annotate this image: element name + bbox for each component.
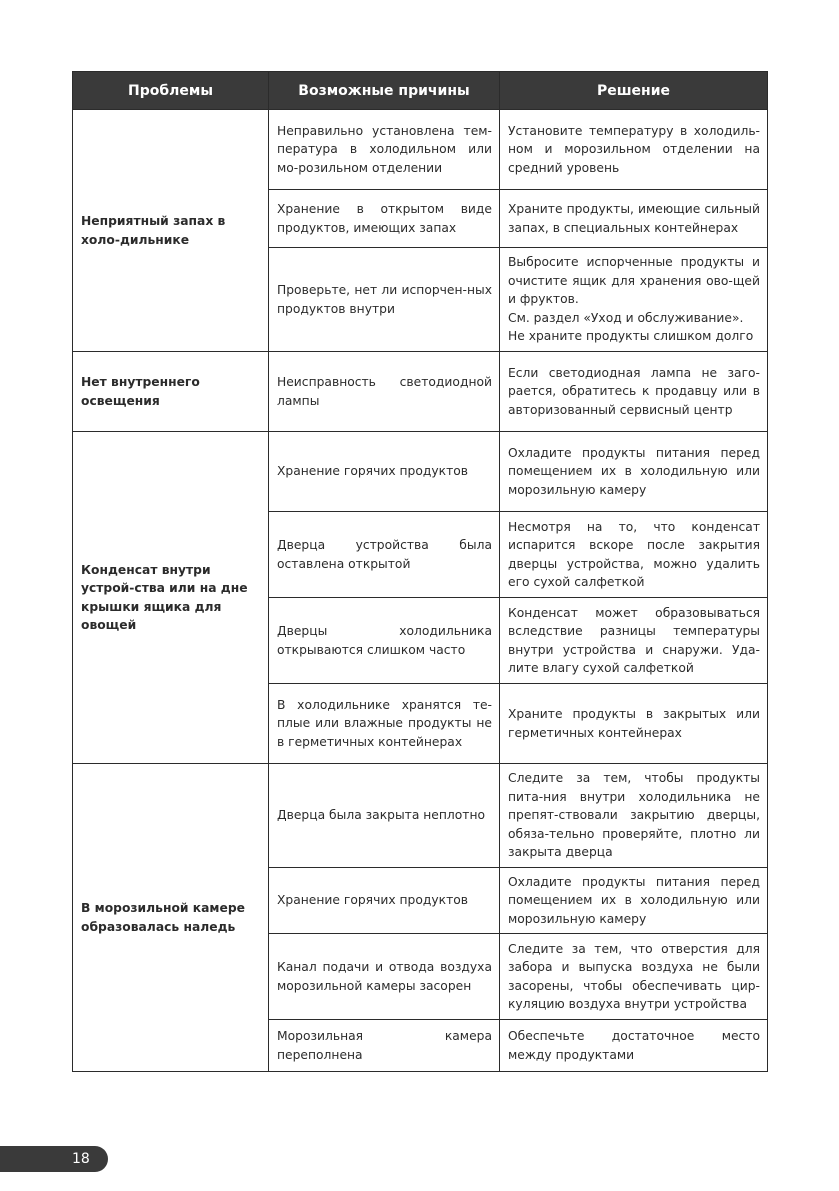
cause-cell: Хранение в открытом виде продуктов, имеющих запах (269, 190, 500, 248)
table-row (73, 432, 768, 512)
cause-cell: Дверца была закрыта неплотно (269, 764, 500, 868)
problem-cell: В морозильной камере образовалась наледь (73, 764, 269, 1072)
table-header-row (73, 72, 768, 110)
header-solution: Решение (500, 72, 768, 110)
header-problems: Проблемы (73, 72, 269, 110)
header-causes: Возможные причины (269, 72, 500, 110)
solution-cell: Выбросите испорченные продукты и очистите ящик для хранения ово-щей и фруктов. См. раздел «Уход и обслуживание». Не храните продукты слишком долго (500, 248, 768, 352)
cause-cell: В холодильнике хранятся те-плые или влажные продукты не в герметичных контейнерах (269, 684, 500, 764)
problem-cell: Неприятный запах в холо-дильнике (73, 110, 269, 352)
cause-cell: Неправильно установлена тем-пература в холодильном или мо-розильном отделении (269, 110, 500, 190)
cause-cell: Дверца устройства была оставлена открытой (269, 512, 500, 598)
solution-cell: Несмотря на то, что конденсат испарится вскоре после закрытия дверцы устройства, можно удалить его сухой салфеткой (500, 512, 768, 598)
cause-cell: Хранение горячих продуктов (269, 432, 500, 512)
solution-cell: Обеспечьте достаточное место между продуктами (500, 1020, 768, 1072)
table-row (73, 352, 768, 432)
solution-cell: Установите температуру в холодиль-ном и морозильном отделении на средний уровень (500, 110, 768, 190)
table-body (73, 110, 768, 1072)
problem-cell: Конденсат внутри устрой-ства или на дне крышки ящика для овощей (73, 432, 269, 764)
page-number: 18 (0, 1146, 108, 1172)
cause-cell: Морозильная камера переполнена (269, 1020, 500, 1072)
solution-cell: Охладите продукты питания перед помещением их в холодильную или морозильную камеру (500, 868, 768, 934)
cause-cell: Проверьте, нет ли испорчен-ных продуктов внутри (269, 248, 500, 352)
solution-cell: Храните продукты, имеющие сильный запах, в специальных контейнерах (500, 190, 768, 248)
table-row (73, 764, 768, 868)
solution-cell: Конденсат может образовываться вследствие разницы температуры внутри устройства и снаружи. Уда-лите влагу сухой салфеткой (500, 598, 768, 684)
cause-cell: Неисправность светодиодной лампы (269, 352, 500, 432)
solution-cell: Следите за тем, что отверстия для забора и выпуска воздуха не были засорены, чтобы обеспечивать цир-куляцию воздуха внутри устройства (500, 934, 768, 1020)
troubleshooting-table (72, 71, 768, 1072)
cause-cell: Дверцы холодильника открываются слишком часто (269, 598, 500, 684)
table-row (73, 110, 768, 190)
problem-cell: Нет внутреннего освещения (73, 352, 269, 432)
cause-cell: Канал подачи и отвода воздуха морозильной камеры засорен (269, 934, 500, 1020)
cause-cell: Хранение горячих продуктов (269, 868, 500, 934)
solution-cell: Охладите продукты питания перед помещением их в холодильную или морозильную камеру (500, 432, 768, 512)
solution-cell: Следите за тем, чтобы продукты пита-ния внутри холодильника не препят-ствовали закрытию дверцы, обяза-тельно проверяйте, плотно ли закрыта дверца (500, 764, 768, 868)
solution-cell: Храните продукты в закрытых или герметичных контейнерах (500, 684, 768, 764)
solution-cell: Если светодиодная лампа не заго-рается, обратитесь к продавцу или в авторизованный сервисный центр (500, 352, 768, 432)
